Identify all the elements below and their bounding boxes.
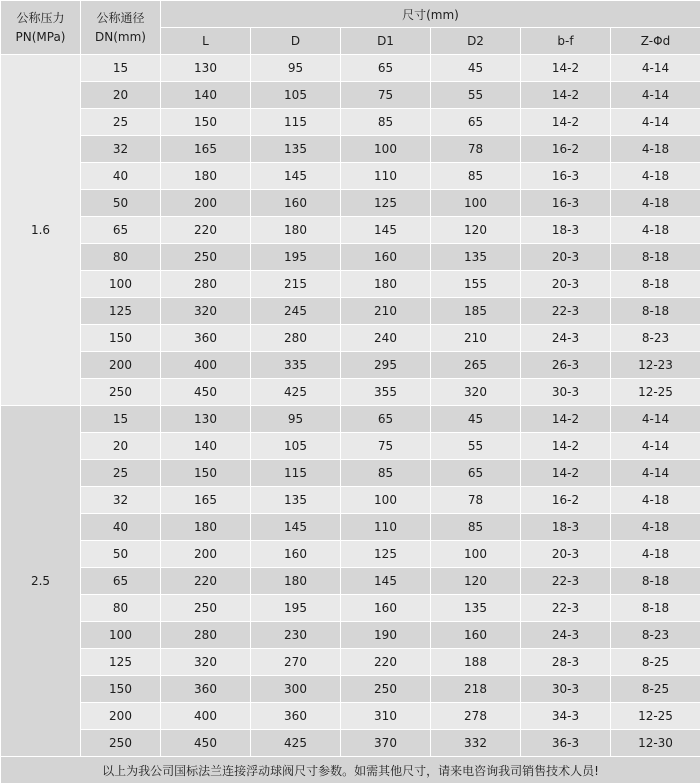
cell-dn: 20 <box>81 82 161 109</box>
cell-D: 195 <box>251 244 341 271</box>
table-row <box>1 514 700 541</box>
cell-D1: 125 <box>341 190 431 217</box>
cell-D: 180 <box>251 568 341 595</box>
table-row <box>1 271 700 298</box>
cell-bf: 22-3 <box>521 568 611 595</box>
cell-L: 200 <box>161 190 251 217</box>
cell-D1: 190 <box>341 622 431 649</box>
cell-L: 180 <box>161 163 251 190</box>
cell-dn: 32 <box>81 136 161 163</box>
cell-D: 230 <box>251 622 341 649</box>
cell-Zd: 4-18 <box>611 514 700 541</box>
cell-D2: 45 <box>431 406 521 433</box>
cell-D1: 75 <box>341 82 431 109</box>
cell-dn: 150 <box>81 325 161 352</box>
cell-D: 360 <box>251 703 341 730</box>
cell-D2: 332 <box>431 730 521 757</box>
table-row <box>1 460 700 487</box>
cell-D: 280 <box>251 325 341 352</box>
table-row <box>1 433 700 460</box>
cell-dn: 65 <box>81 568 161 595</box>
cell-L: 180 <box>161 514 251 541</box>
cell-D2: 65 <box>431 109 521 136</box>
cell-L: 140 <box>161 82 251 109</box>
cell-pressure-group: 1.6 <box>1 55 81 406</box>
cell-D: 95 <box>251 55 341 82</box>
cell-bf: 26-3 <box>521 352 611 379</box>
cell-D1: 180 <box>341 271 431 298</box>
cell-D1: 100 <box>341 136 431 163</box>
cell-Zd: 12-25 <box>611 703 700 730</box>
cell-D2: 85 <box>431 514 521 541</box>
cell-bf: 18-3 <box>521 514 611 541</box>
cell-L: 200 <box>161 541 251 568</box>
cell-L: 360 <box>161 325 251 352</box>
cell-L: 400 <box>161 352 251 379</box>
cell-D1: 240 <box>341 325 431 352</box>
cell-D1: 355 <box>341 379 431 406</box>
cell-dn: 100 <box>81 622 161 649</box>
cell-D: 195 <box>251 595 341 622</box>
table-body <box>1 55 700 757</box>
cell-L: 360 <box>161 676 251 703</box>
cell-bf: 22-3 <box>521 595 611 622</box>
cell-dn: 50 <box>81 541 161 568</box>
cell-D: 425 <box>251 730 341 757</box>
cell-L: 250 <box>161 595 251 622</box>
cell-dn: 125 <box>81 298 161 325</box>
cell-L: 280 <box>161 271 251 298</box>
cell-D2: 120 <box>431 217 521 244</box>
table-row <box>1 406 700 433</box>
cell-L: 165 <box>161 487 251 514</box>
cell-D1: 110 <box>341 514 431 541</box>
table-row <box>1 703 700 730</box>
cell-D2: 210 <box>431 325 521 352</box>
cell-D2: 78 <box>431 136 521 163</box>
cell-dn: 200 <box>81 703 161 730</box>
cell-dn: 40 <box>81 514 161 541</box>
cell-Zd: 4-18 <box>611 136 700 163</box>
header-col-D: D <box>251 28 341 55</box>
cell-bf: 34-3 <box>521 703 611 730</box>
header-diameter-line2: DN(mm) <box>81 28 160 47</box>
cell-bf: 14-2 <box>521 55 611 82</box>
table-row <box>1 109 700 136</box>
cell-Zd: 8-25 <box>611 676 700 703</box>
cell-D1: 65 <box>341 406 431 433</box>
cell-bf: 16-3 <box>521 163 611 190</box>
header-row-group <box>1 1 700 28</box>
cell-D2: 55 <box>431 433 521 460</box>
cell-D: 145 <box>251 514 341 541</box>
cell-D2: 135 <box>431 244 521 271</box>
table-header <box>1 1 700 55</box>
cell-L: 130 <box>161 55 251 82</box>
table-row <box>1 568 700 595</box>
cell-D2: 78 <box>431 487 521 514</box>
cell-D1: 210 <box>341 298 431 325</box>
cell-D2: 45 <box>431 55 521 82</box>
cell-D2: 135 <box>431 595 521 622</box>
header-col-L: L <box>161 28 251 55</box>
cell-dn: 80 <box>81 595 161 622</box>
table-row <box>1 163 700 190</box>
cell-Zd: 8-18 <box>611 298 700 325</box>
footer-note: 以上为我公司国标法兰连接浮动球阀尺寸参数。如需其他尺寸，请来电咨询我司销售技术人员! <box>1 757 700 784</box>
cell-L: 140 <box>161 433 251 460</box>
cell-bf: 14-2 <box>521 109 611 136</box>
cell-Zd: 8-18 <box>611 244 700 271</box>
cell-L: 250 <box>161 244 251 271</box>
cell-D: 215 <box>251 271 341 298</box>
cell-D: 145 <box>251 163 341 190</box>
table-row <box>1 217 700 244</box>
cell-bf: 14-2 <box>521 82 611 109</box>
table-row <box>1 244 700 271</box>
cell-L: 400 <box>161 703 251 730</box>
cell-bf: 24-3 <box>521 622 611 649</box>
header-col-D1: D1 <box>341 28 431 55</box>
cell-Zd: 8-23 <box>611 622 700 649</box>
cell-dn: 15 <box>81 406 161 433</box>
cell-Zd: 8-18 <box>611 568 700 595</box>
cell-Zd: 4-18 <box>611 217 700 244</box>
header-pressure <box>1 1 81 55</box>
cell-L: 165 <box>161 136 251 163</box>
cell-D: 300 <box>251 676 341 703</box>
cell-D1: 85 <box>341 460 431 487</box>
cell-Zd: 4-18 <box>611 190 700 217</box>
cell-D: 180 <box>251 217 341 244</box>
cell-Zd: 8-18 <box>611 595 700 622</box>
table-row <box>1 325 700 352</box>
table-row <box>1 649 700 676</box>
cell-dn: 125 <box>81 649 161 676</box>
cell-Zd: 12-25 <box>611 379 700 406</box>
cell-Zd: 4-14 <box>611 433 700 460</box>
cell-D2: 120 <box>431 568 521 595</box>
cell-D1: 145 <box>341 217 431 244</box>
cell-dn: 80 <box>81 244 161 271</box>
cell-bf: 20-3 <box>521 541 611 568</box>
table-row <box>1 487 700 514</box>
cell-bf: 30-3 <box>521 676 611 703</box>
cell-Zd: 8-23 <box>611 325 700 352</box>
cell-D2: 85 <box>431 163 521 190</box>
cell-bf: 36-3 <box>521 730 611 757</box>
cell-D1: 220 <box>341 649 431 676</box>
cell-D2: 185 <box>431 298 521 325</box>
cell-bf: 18-3 <box>521 217 611 244</box>
table-row <box>1 190 700 217</box>
header-pressure-line2: PN(MPa) <box>1 28 80 47</box>
cell-L: 150 <box>161 460 251 487</box>
cell-Zd: 4-18 <box>611 487 700 514</box>
cell-D: 115 <box>251 460 341 487</box>
cell-bf: 14-2 <box>521 406 611 433</box>
cell-bf: 20-3 <box>521 271 611 298</box>
cell-D1: 75 <box>341 433 431 460</box>
cell-L: 130 <box>161 406 251 433</box>
table-row <box>1 82 700 109</box>
cell-D1: 100 <box>341 487 431 514</box>
table-row <box>1 298 700 325</box>
header-col-D2: D2 <box>431 28 521 55</box>
cell-D: 105 <box>251 433 341 460</box>
cell-D1: 145 <box>341 568 431 595</box>
cell-dn: 65 <box>81 217 161 244</box>
cell-D: 115 <box>251 109 341 136</box>
cell-D1: 160 <box>341 244 431 271</box>
cell-dn: 250 <box>81 379 161 406</box>
cell-D1: 85 <box>341 109 431 136</box>
cell-D: 135 <box>251 136 341 163</box>
cell-bf: 24-3 <box>521 325 611 352</box>
header-col-bf: b-f <box>521 28 611 55</box>
cell-L: 220 <box>161 217 251 244</box>
table-row <box>1 379 700 406</box>
cell-Zd: 4-14 <box>611 460 700 487</box>
cell-Zd: 4-18 <box>611 163 700 190</box>
cell-L: 220 <box>161 568 251 595</box>
cell-dn: 25 <box>81 109 161 136</box>
cell-L: 450 <box>161 379 251 406</box>
table-row <box>1 595 700 622</box>
cell-L: 150 <box>161 109 251 136</box>
cell-D2: 320 <box>431 379 521 406</box>
cell-dn: 100 <box>81 271 161 298</box>
cell-D: 160 <box>251 190 341 217</box>
cell-bf: 20-3 <box>521 244 611 271</box>
cell-dn: 15 <box>81 55 161 82</box>
table-row <box>1 352 700 379</box>
cell-dn: 50 <box>81 190 161 217</box>
cell-D2: 160 <box>431 622 521 649</box>
cell-dn: 25 <box>81 460 161 487</box>
cell-Zd: 4-14 <box>611 109 700 136</box>
table-row <box>1 55 700 82</box>
cell-D1: 110 <box>341 163 431 190</box>
cell-D1: 310 <box>341 703 431 730</box>
cell-D: 160 <box>251 541 341 568</box>
cell-D2: 100 <box>431 190 521 217</box>
cell-D1: 370 <box>341 730 431 757</box>
cell-D: 245 <box>251 298 341 325</box>
cell-bf: 22-3 <box>521 298 611 325</box>
header-diameter <box>81 1 161 55</box>
cell-bf: 14-2 <box>521 460 611 487</box>
cell-bf: 16-2 <box>521 487 611 514</box>
cell-dn: 250 <box>81 730 161 757</box>
cell-D1: 160 <box>341 595 431 622</box>
table-row <box>1 730 700 757</box>
cell-D: 95 <box>251 406 341 433</box>
cell-bf: 16-2 <box>521 136 611 163</box>
cell-D: 105 <box>251 82 341 109</box>
cell-D1: 250 <box>341 676 431 703</box>
cell-D2: 155 <box>431 271 521 298</box>
cell-D1: 295 <box>341 352 431 379</box>
cell-Zd: 4-14 <box>611 82 700 109</box>
cell-D: 335 <box>251 352 341 379</box>
cell-D2: 278 <box>431 703 521 730</box>
footer-row <box>1 757 700 784</box>
cell-Zd: 12-23 <box>611 352 700 379</box>
cell-dn: 200 <box>81 352 161 379</box>
cell-D2: 55 <box>431 82 521 109</box>
cell-D1: 125 <box>341 541 431 568</box>
cell-Zd: 8-25 <box>611 649 700 676</box>
cell-dn: 20 <box>81 433 161 460</box>
cell-L: 280 <box>161 622 251 649</box>
header-diameter-line1: 公称通径 <box>81 9 160 28</box>
cell-D2: 218 <box>431 676 521 703</box>
cell-Zd: 8-18 <box>611 271 700 298</box>
cell-D2: 188 <box>431 649 521 676</box>
cell-bf: 14-2 <box>521 433 611 460</box>
header-size-group: 尺寸(mm) <box>161 1 700 28</box>
cell-Zd: 4-18 <box>611 541 700 568</box>
cell-D: 135 <box>251 487 341 514</box>
table-footer <box>1 757 700 784</box>
cell-L: 320 <box>161 298 251 325</box>
cell-pressure-group: 2.5 <box>1 406 81 757</box>
table-row <box>1 136 700 163</box>
cell-D2: 65 <box>431 460 521 487</box>
cell-L: 450 <box>161 730 251 757</box>
header-col-Zd: Z-Φd <box>611 28 700 55</box>
cell-dn: 40 <box>81 163 161 190</box>
cell-bf: 16-3 <box>521 190 611 217</box>
header-pressure-line1: 公称压力 <box>1 9 80 28</box>
cell-Zd: 12-30 <box>611 730 700 757</box>
cell-dn: 150 <box>81 676 161 703</box>
cell-dn: 32 <box>81 487 161 514</box>
cell-D: 425 <box>251 379 341 406</box>
cell-bf: 28-3 <box>521 649 611 676</box>
table-row <box>1 676 700 703</box>
cell-D2: 100 <box>431 541 521 568</box>
cell-bf: 30-3 <box>521 379 611 406</box>
cell-Zd: 4-14 <box>611 55 700 82</box>
cell-D: 270 <box>251 649 341 676</box>
cell-D1: 65 <box>341 55 431 82</box>
table-row <box>1 622 700 649</box>
table-row <box>1 541 700 568</box>
cell-Zd: 4-14 <box>611 406 700 433</box>
cell-D2: 265 <box>431 352 521 379</box>
cell-L: 320 <box>161 649 251 676</box>
